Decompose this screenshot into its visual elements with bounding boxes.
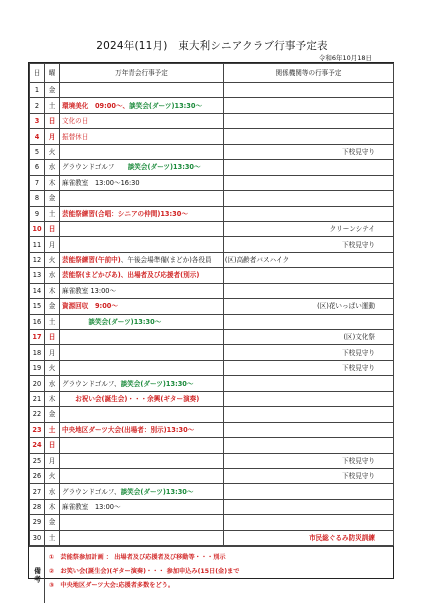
club-event-cell: グラウンドゴルフ、談笑会(ダーツ)13:30～ [60, 484, 224, 499]
related-event-cell [224, 98, 394, 113]
club-event-cell [60, 191, 224, 206]
related-event-cell [224, 191, 394, 206]
schedule-row [30, 330, 394, 345]
weekday-cell: 日 [45, 113, 60, 128]
weekday-cell: 木 [45, 391, 60, 406]
weekday-cell: 水 [45, 160, 60, 175]
day-cell: 19 [30, 360, 45, 375]
day-cell: 2 [30, 98, 45, 113]
related-event-cell: クリーンシテイ [224, 221, 394, 236]
day-cell: 14 [30, 283, 45, 298]
related-event-cell [224, 268, 394, 283]
related-event-cell [224, 206, 394, 221]
club-event-cell: 中央地区ダーツ大会(出場者：別示)13:30～ [60, 422, 224, 437]
related-event-cell: 下校見守り [224, 237, 394, 252]
schedule-row [30, 468, 394, 483]
note-item: ① 芸能祭参加計画 ： 出場者及び応援者及び移動等・・・別示 [49, 554, 226, 562]
day-cell: 29 [30, 515, 45, 530]
related-event-cell [224, 129, 394, 144]
day-cell: 26 [30, 468, 45, 483]
club-event-cell [60, 515, 224, 530]
weekday-cell: 火 [45, 252, 60, 267]
schedule-row [30, 314, 394, 329]
club-event-cell [60, 144, 224, 159]
club-event-cell [60, 330, 224, 345]
schedule-row [30, 438, 394, 453]
schedule-row [30, 129, 394, 144]
weekday-cell: 金 [45, 191, 60, 206]
weekday-cell: 木 [45, 283, 60, 298]
related-event-cell [224, 499, 394, 514]
schedule-row [30, 252, 394, 267]
weekday-cell: 火 [45, 360, 60, 375]
issued-date: 令和6年10月18日 [318, 54, 372, 62]
related-event-cell: 下校見守り [224, 360, 394, 375]
day-cell: 13 [30, 268, 45, 283]
related-event-cell: 下校見守り [224, 345, 394, 360]
club-event-cell: 文化の日 [60, 113, 224, 128]
schedule-row [30, 206, 394, 221]
related-event-cell [224, 391, 394, 406]
schedule-row [30, 499, 394, 514]
club-event-cell: お祝い会(誕生会)・・・余興(ギター演奏) [60, 391, 224, 406]
club-event-cell: グラウンドゴルフ、談笑会(ダーツ)13:30～ [60, 376, 224, 391]
day-cell: 15 [30, 299, 45, 314]
day-cell: 21 [30, 391, 45, 406]
schedule-row [30, 160, 394, 175]
day-cell: 8 [30, 191, 45, 206]
weekday-cell: 金 [45, 407, 60, 422]
related-event-cell [224, 438, 394, 453]
related-event-cell [224, 376, 394, 391]
club-event-cell [60, 345, 224, 360]
schedule-row [30, 98, 394, 113]
schedule-row [30, 407, 394, 422]
related-event-cell [224, 515, 394, 530]
day-cell: 11 [30, 237, 45, 252]
schedule-row [30, 268, 394, 283]
header-row [30, 64, 394, 83]
day-cell: 24 [30, 438, 45, 453]
weekday-cell: 月 [45, 129, 60, 144]
day-cell: 20 [30, 376, 45, 391]
header-related-events: 関係機関等の行事予定 [224, 64, 394, 83]
schedule-row [30, 376, 394, 391]
day-cell: 25 [30, 453, 45, 468]
schedule-sheet [28, 62, 394, 590]
weekday-cell: 土 [45, 98, 60, 113]
club-event-cell: グラウンドゴルフ 談笑会(ダーツ)13:30～ [60, 160, 224, 175]
club-event-cell: 麻雀教室 13:00～ [60, 283, 224, 298]
weekday-cell: 水 [45, 484, 60, 499]
note-item: ② お笑い会(誕生会)(ギター演奏)・・・ 参加申込み(15日(金)まで [49, 568, 240, 576]
day-cell: 6 [30, 160, 45, 175]
schedule-row [30, 422, 394, 437]
related-event-cell [224, 484, 394, 499]
schedule-row [30, 530, 394, 545]
schedule-row [30, 391, 394, 406]
day-cell: 1 [30, 83, 45, 98]
day-cell: 12 [30, 252, 45, 267]
club-event-cell: 芸能祭(まどかびあ)、出場者及び応援者(別示) [60, 268, 224, 283]
weekday-cell: 日 [45, 438, 60, 453]
day-cell: 7 [30, 175, 45, 190]
club-event-cell: 芸能祭練習(合唱：シニアの仲間)13:30～ [60, 206, 224, 221]
weekday-cell: 水 [45, 268, 60, 283]
schedule-row [30, 175, 394, 190]
weekday-cell: 木 [45, 499, 60, 514]
day-cell: 16 [30, 314, 45, 329]
weekday-cell: 金 [45, 515, 60, 530]
weekday-cell: 月 [45, 453, 60, 468]
weekday-cell: 月 [45, 237, 60, 252]
related-event-cell [224, 314, 394, 329]
related-event-cell: 下校見守り [224, 468, 394, 483]
club-event-cell [60, 438, 224, 453]
header-dow: 曜 [45, 64, 60, 83]
document-title: 2024年(11月) 東大利シニアクラブ行事予定表 [96, 40, 328, 52]
weekday-cell: 火 [45, 468, 60, 483]
club-event-cell: 談笑会(ダーツ)13:30～ [60, 314, 224, 329]
weekday-cell: 水 [45, 376, 60, 391]
weekday-cell: 土 [45, 314, 60, 329]
club-event-cell: 環境美化 09:00～、談笑会(ダーツ)13:30～ [60, 98, 224, 113]
day-cell: 28 [30, 499, 45, 514]
related-event-cell [224, 283, 394, 298]
day-cell: 9 [30, 206, 45, 221]
weekday-cell: 金 [45, 299, 60, 314]
weekday-cell: 土 [45, 530, 60, 545]
day-cell: 17 [30, 330, 45, 345]
schedule-row [30, 221, 394, 236]
notes-body [45, 547, 393, 603]
schedule-row [30, 360, 394, 375]
weekday-cell: 金 [45, 83, 60, 98]
schedule-row [30, 484, 394, 499]
note-item: ③ 中央地区ダーツ大会:応援者多数をどう。 [49, 582, 175, 590]
notes-label: 備考 [29, 547, 45, 603]
club-event-cell: 麻雀教室 13:00～ [60, 499, 224, 514]
day-cell: 18 [30, 345, 45, 360]
header-day: 日 [30, 64, 45, 83]
club-event-cell [60, 468, 224, 483]
related-event-cell [224, 422, 394, 437]
related-event-cell [224, 175, 394, 190]
schedule-row [30, 237, 394, 252]
schedule-row [30, 283, 394, 298]
day-cell: 3 [30, 113, 45, 128]
schedule-row [30, 299, 394, 314]
related-event-cell [224, 113, 394, 128]
related-event-cell [224, 407, 394, 422]
related-event-cell [224, 160, 394, 175]
day-cell: 4 [30, 129, 45, 144]
header-club-events: 万年青会行事予定 [60, 64, 224, 83]
schedule-row [30, 191, 394, 206]
weekday-cell: 木 [45, 175, 60, 190]
club-event-cell [60, 530, 224, 545]
club-event-cell [60, 237, 224, 252]
weekday-cell: 火 [45, 144, 60, 159]
weekday-cell: 土 [45, 206, 60, 221]
schedule-row [30, 113, 394, 128]
weekday-cell: 土 [45, 422, 60, 437]
club-event-cell: 芸能祭練習(午前中)、午後会場準備(まどか)各役員 (区)高齢者バスハイク [60, 252, 224, 267]
day-cell: 27 [30, 484, 45, 499]
related-event-cell: 下校見守り [224, 453, 394, 468]
club-event-cell [60, 453, 224, 468]
club-event-cell: 振替休日 [60, 129, 224, 144]
club-event-cell [60, 221, 224, 236]
day-cell: 5 [30, 144, 45, 159]
weekday-cell: 日 [45, 221, 60, 236]
weekday-cell: 日 [45, 330, 60, 345]
day-cell: 10 [30, 221, 45, 236]
related-event-cell [224, 83, 394, 98]
related-event-cell: 市民総ぐるみ防災訓練 [224, 530, 394, 545]
club-event-cell: 麻雀教室 13:00～16:30 [60, 175, 224, 190]
club-event-cell [60, 407, 224, 422]
schedule-row [30, 345, 394, 360]
related-event-cell: (区)文化祭 [224, 330, 394, 345]
notes-section [29, 546, 393, 603]
day-cell: 23 [30, 422, 45, 437]
day-cell: 30 [30, 530, 45, 545]
weekday-cell: 月 [45, 345, 60, 360]
schedule-row [30, 83, 394, 98]
schedule-row [30, 515, 394, 530]
club-event-cell: 資源回収 9:00～ [60, 299, 224, 314]
related-event-cell: 下校見守り [224, 144, 394, 159]
schedule-row [30, 453, 394, 468]
related-event-cell: (区)花いっぱい運動 [224, 299, 394, 314]
club-event-cell [60, 360, 224, 375]
related-event-cell [224, 252, 394, 267]
club-event-cell [60, 83, 224, 98]
schedule-row [30, 144, 394, 159]
day-cell: 22 [30, 407, 45, 422]
schedule-table [29, 63, 394, 546]
